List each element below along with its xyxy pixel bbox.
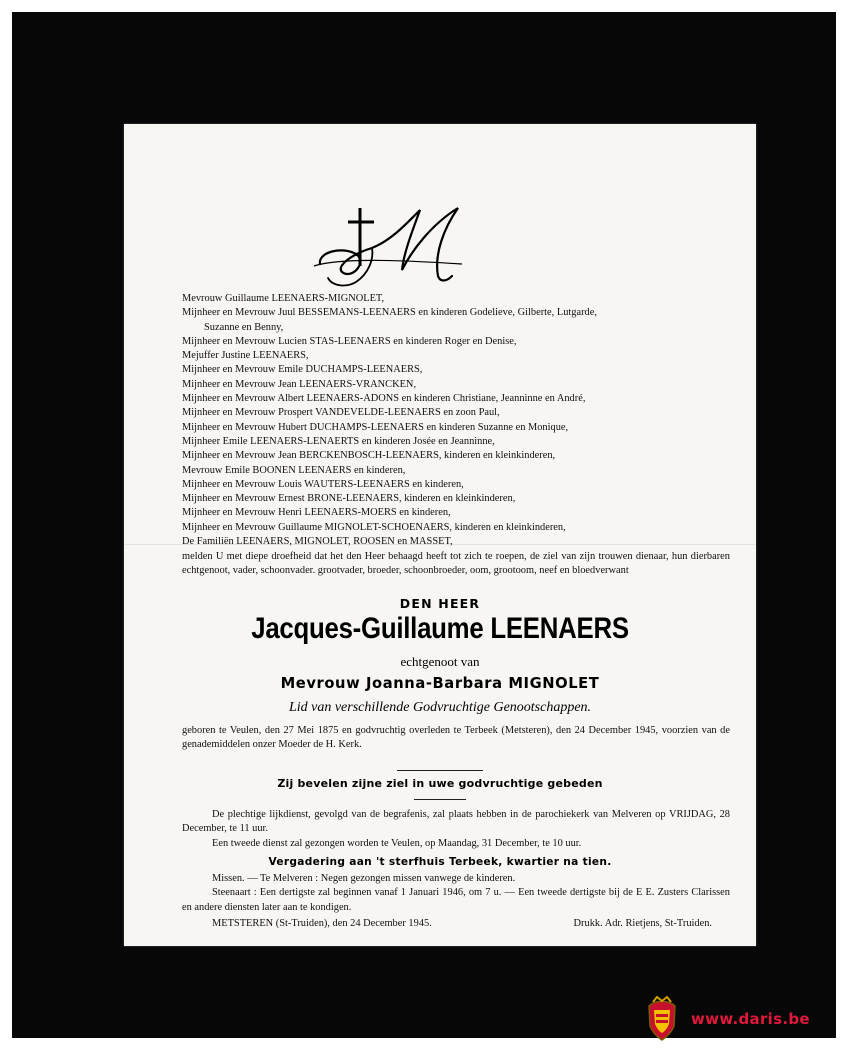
second-service: Een tweede dienst zal gezongen worden te Veulen, op Maandag, 31 December, te 10 uur. [212,837,582,849]
divider [397,770,483,771]
cross-monogram-icon [312,202,472,292]
site-watermark [645,996,845,1046]
watermark-url: www.daris.be [691,1010,810,1028]
societies-line: Lid van verschillende Godvruchtige Genootschappen. [288,700,592,715]
deceased-name: Jacques-Guillaume LEENAERS [251,612,629,645]
family-line: Mijnheer en Mevrouw Albert LEENAERS-ADONS en kinderen Christiane, Jeanninne en André, [182,393,586,405]
family-line: Mevrouw Guillaume LEENAERS-MIGNOLET, [182,293,385,304]
heraldic-shield-icon [645,996,679,1042]
family-line: Suzanne en Benny, [204,321,284,333]
announcement-paragraph: melden U met diepe droefheid dat het den Heer behaagd heeft tot zich te roepen, de ziel van zijn trouwen dienaar, hun dierbaren echtgenoot, vader, schoonvader. grootvader, broeder, schoonbroeder, oom, grootoom, neef en bloedverwant [182,551,730,577]
birth-death-paragraph: geboren te Veulen, den 27 Mei 1875 en godvruchtig overleden te Terbeek (Metsteren), den 24 December 1945, voorzien van de genademiddelen onzer Moeder de H. Kerk. [182,725,730,751]
title-den-heer: DEN HEER [399,596,481,611]
black-mat-frame [12,12,836,1038]
family-line: Mevrouw Emile BOONEN LEENAERS en kinderen, [182,464,406,476]
meeting-notice: Vergadering aan 't sterfhuis Terbeek, kwartier na tien. [268,856,612,868]
family-line: Mijnheer en Mevrouw Guillaume MIGNOLET-SCHOENAERS, kinderen en kleinkinderen, [182,521,566,533]
family-line: Mijnheer en Mevrouw Hubert DUCHAMPS-LEENAERS en kinderen Suzanne en Monique, [182,421,569,433]
family-line: De Familiën LEENAERS, MIGNOLET, ROOSEN en MASSET, [182,536,453,548]
family-line: Mijnheer en Mevrouw Lucien STAS-LEENAERS en kinderen Roger en Denise, [182,335,517,347]
family-line: Mijnheer Emile LEENAERS-LENAERTS en kinderen Josée en Jeanninne, [182,435,495,447]
death-notice-card [124,124,756,946]
service-details [182,808,730,851]
printer-credit: Drukk. Adr. Rietjens, St-Truiden. [573,918,712,929]
family-line: Mijnheer en Mevrouw Juul BESSEMANS-LEENAERS en kinderen Godelieve, Gilberte, Lutgarde, [182,307,597,319]
spouse-of-label: echtgenoot van [400,654,480,669]
prayer-request: Zij bevelen zijne ziel in uwe godvruchtige gebeden [277,777,603,790]
family-line: Mejuffer Justine LEENAERS, [182,350,309,362]
family-line: Mijnheer en Mevrouw Jean LEENAERS-VRANCKEN, [182,378,417,390]
masses-line: Missen. — Te Melveren : Negen gezongen missen vanwege de kinderen. [212,873,516,884]
family-line: Mijnheer en Mevrouw Louis WAUTERS-LEENAERS en kinderen, [182,478,464,490]
family-line: Mijnheer en Mevrouw Henri LEENAERS-MOERS en kinderen, [182,507,451,519]
masses-line: Steenaart : Een dertigste zal beginnen vanaf 1 Januari 1946, om 7 u. — Een tweede dertigste bij de E E. Zusters Clarissen en andere diensten later aan te kondigen. [182,887,730,913]
family-list [182,292,730,549]
masses-details [182,872,730,915]
family-line: Mijnheer en Mevrouw Jean BERCKENBOSCH-LEENAERS, kinderen en kleinkinderen, [182,450,556,462]
spouse-name: Mevrouw Joanna-Barbara MIGNOLET [280,674,600,692]
family-line: Mijnheer en Mevrouw Ernest BRONE-LEENAERS, kinderen en kleinkinderen, [182,493,516,505]
place-date: METSTEREN (St-Truiden), den 24 December 1945. [212,918,432,929]
family-line: Mijnheer en Mevrouw Prospert VANDEVELDE-LEENAERS en zoon Paul, [182,407,500,419]
family-line: Mijnheer en Mevrouw Emile DUCHAMPS-LEENAERS, [182,364,423,376]
divider [414,799,466,800]
funeral-service: De plechtige lijkdienst, gevolgd van de begrafenis, zal plaats hebben in de parochiekerk van Melveren op VRIJDAG, 28 December, te 11 uur. [182,809,730,835]
